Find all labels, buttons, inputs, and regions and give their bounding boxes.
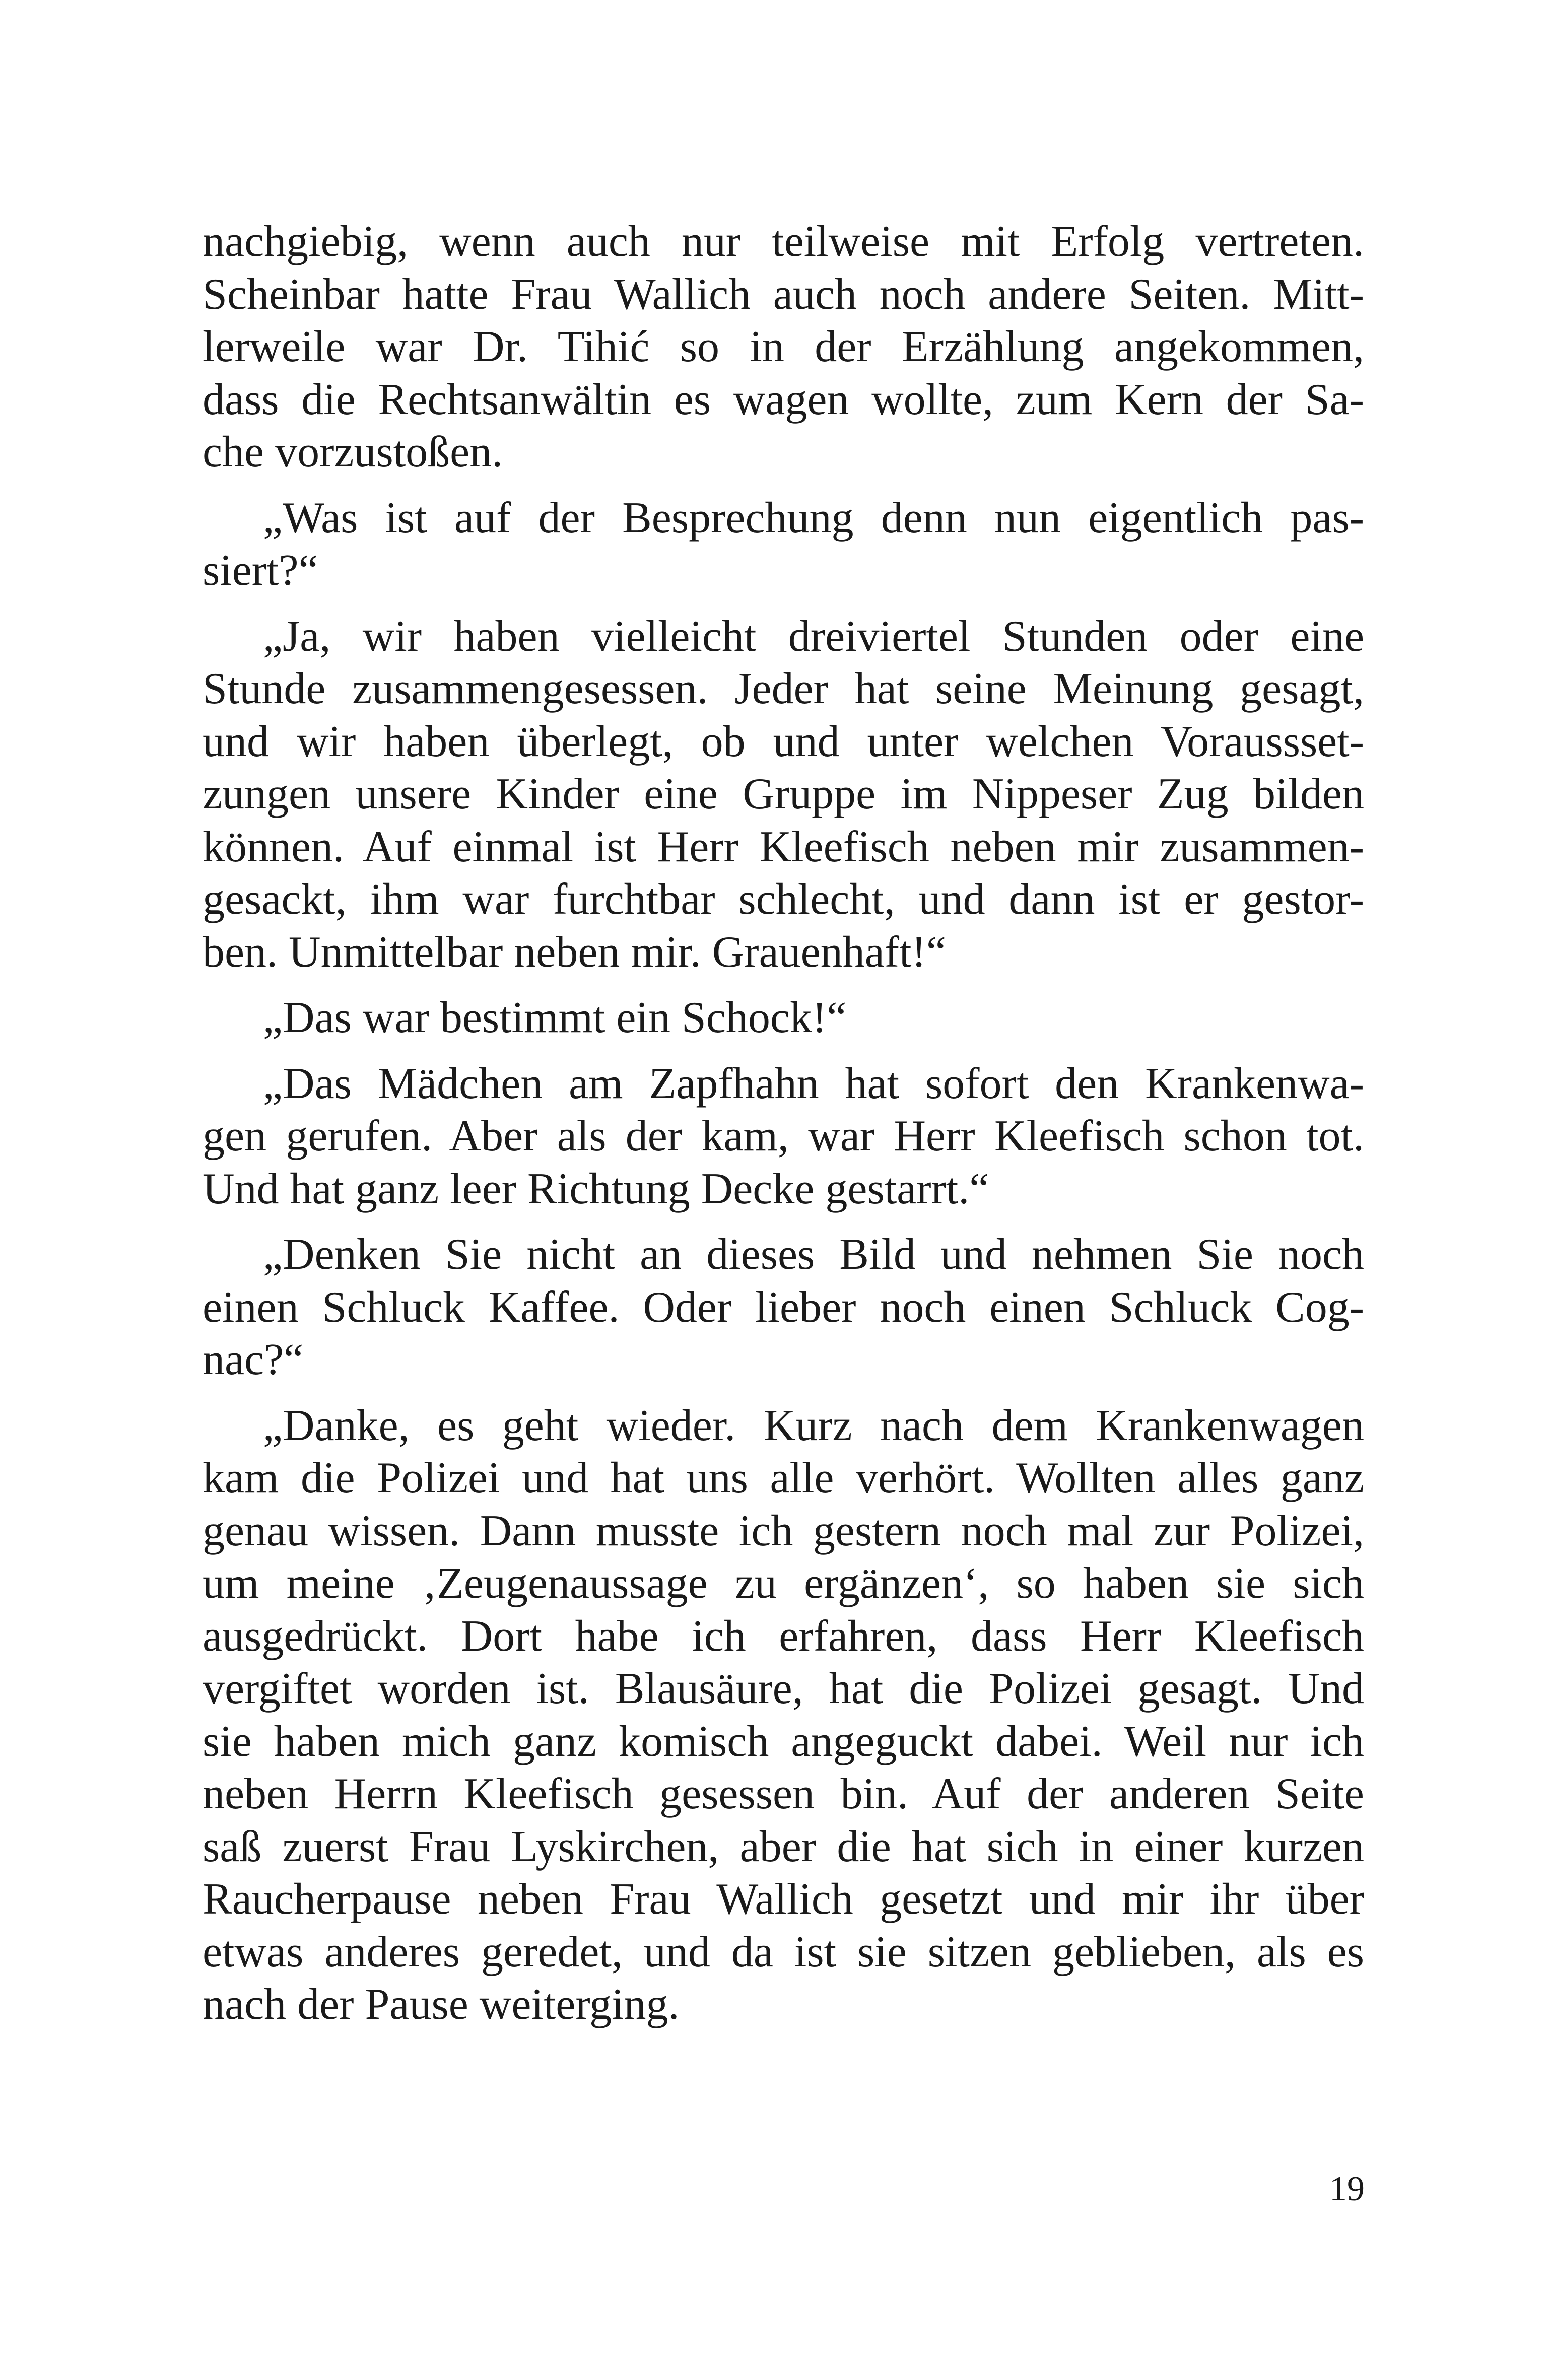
- text-line: saß zuerst Frau Lyskirchen, aber die hat sich in einer kurzen: [203, 1822, 1364, 1871]
- text-line: „Danke, es geht wieder. Kurz nach dem Krankenwagen: [263, 1401, 1364, 1450]
- paragraph: [203, 992, 1364, 1045]
- text-line: etwas anderes geredet, und da ist sie sitzen geblieben, als es: [203, 1927, 1364, 1977]
- text-line: und wir haben überlegt, ob und unter welchen Voraussset-: [203, 717, 1364, 766]
- text-line: um meine ‚Zeugenaussage zu ergänzen‘, so haben sie sich: [203, 1559, 1364, 1608]
- text-line: lerweile war Dr. Tihić so in der Erzählung angekommen,: [203, 322, 1364, 371]
- text-line: „Ja, wir haben vielleicht dreiviertel Stunden oder eine: [263, 611, 1364, 661]
- text-line: können. Auf einmal ist Herr Kleefisch neben mir zusammen-: [203, 822, 1364, 871]
- paragraph: [203, 1400, 1364, 2031]
- text-line: nachgiebig, wenn auch nur teilweise mit Erfolg vertreten.: [203, 217, 1364, 266]
- text-line: che vorzustoßen.: [203, 428, 503, 477]
- text-line: neben Herrn Kleefisch gesessen bin. Auf der anderen Seite: [203, 1770, 1364, 1818]
- paragraph-gap: [203, 1215, 1364, 1229]
- text-line: Stunde zusammengesessen. Jeder hat seine Meinung gesagt,: [203, 664, 1364, 713]
- paragraph: [203, 1058, 1364, 1216]
- text-line: nac?“: [203, 1335, 304, 1384]
- paragraph: [203, 1229, 1364, 1387]
- text-line: kam die Polizei und hat uns alle verhört. Wollten alles ganz: [203, 1454, 1364, 1503]
- text-line: gesackt, ihm war furchtbar schlecht, und dann ist er gestor-: [203, 875, 1364, 924]
- paragraph-gap: [203, 597, 1364, 610]
- text-line: Scheinbar hatte Frau Wallich auch noch andere Seiten. Mitt-: [203, 269, 1364, 319]
- paragraph: [203, 216, 1364, 479]
- text-line: Raucherpause neben Frau Wallich gesetzt und mir ihr über: [203, 1875, 1364, 1924]
- body-text: [203, 216, 1364, 2031]
- text-line: sie haben mich ganz komisch angeguckt dabei. Weil nur ich: [203, 1717, 1364, 1766]
- text-line: „Was ist auf der Besprechung denn nun eigentlich pas-: [263, 493, 1364, 542]
- text-line: Und hat ganz leer Richtung Decke gestarrt.“: [203, 1164, 989, 1213]
- text-line: gen gerufen. Aber als der kam, war Herr Kleefisch schon tot.: [203, 1112, 1364, 1161]
- text-line: vergiftet worden ist. Blausäure, hat die Polizei gesagt. Und: [203, 1664, 1364, 1713]
- paragraph: [203, 610, 1364, 979]
- text-line: „Das Mädchen am Zapfhahn hat sofort den Krankenwa-: [263, 1059, 1364, 1108]
- text-line: siert?“: [203, 546, 318, 595]
- page-number: 19: [1329, 2169, 1365, 2208]
- paragraph-gap: [203, 479, 1364, 492]
- paragraph-gap: [203, 1045, 1364, 1058]
- paragraph-gap: [203, 979, 1364, 992]
- text-line: genau wissen. Dann musste ich gestern noch mal zur Polizei,: [203, 1506, 1364, 1555]
- text-line: dass die Rechtsanwältin es wagen wollte, zum Kern der Sa-: [203, 375, 1364, 424]
- paragraph: [203, 492, 1364, 597]
- text-line: „Das war bestimmt ein Schock!“: [263, 993, 847, 1042]
- paragraph-gap: [203, 1387, 1364, 1400]
- text-line: „Denken Sie nicht an dieses Bild und nehmen Sie noch: [263, 1230, 1364, 1279]
- text-line: einen Schluck Kaffee. Oder lieber noch einen Schluck Cog-: [203, 1282, 1364, 1332]
- text-line: nach der Pause weiterging.: [203, 1980, 680, 2029]
- text-line: ben. Unmittelbar neben mir. Grauenhaft!“: [203, 927, 946, 977]
- text-line: ausgedrückt. Dort habe ich erfahren, dass Herr Kleefisch: [203, 1611, 1364, 1661]
- text-line: zungen unsere Kinder eine Gruppe im Nippeser Zug bilden: [203, 770, 1364, 819]
